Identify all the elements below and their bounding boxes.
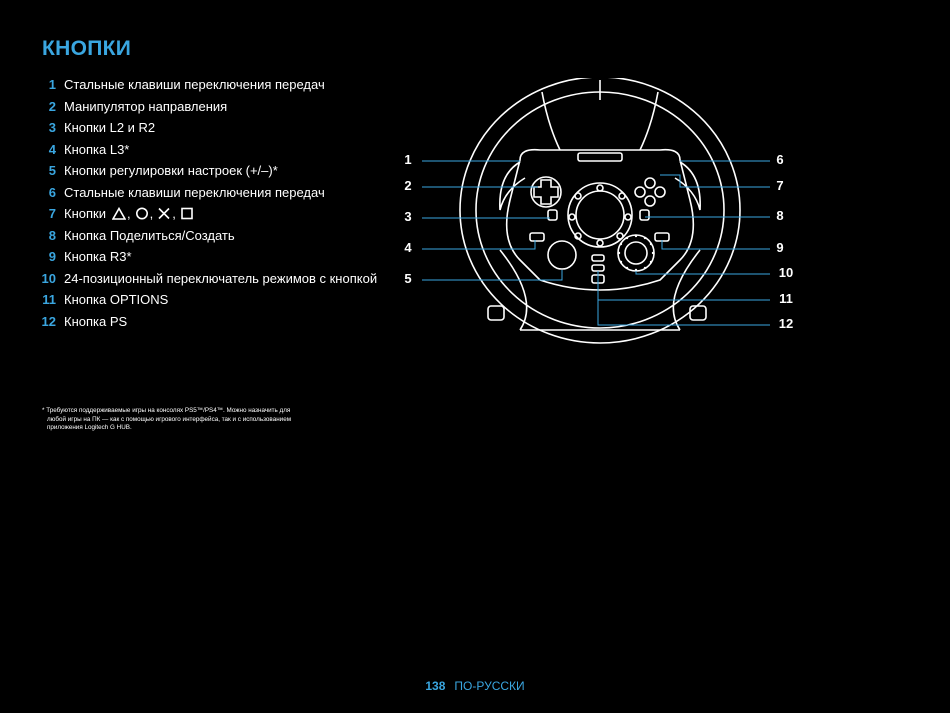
button-list (30, 74, 377, 332)
triangle-icon (112, 207, 126, 220)
footnote (42, 407, 342, 433)
list-item (30, 268, 377, 290)
callout-9: 9 (776, 240, 784, 255)
footnote-line: * Требуются поддерживаемые игры на консолях PS5™/PS4™. Можно назначить для (42, 407, 291, 414)
list-item (30, 96, 377, 118)
item-label: Кнопки L2 и R2 (64, 120, 156, 135)
list-item (30, 160, 377, 182)
item-number: 2 (48, 98, 56, 114)
page-title: КНОПКИ (42, 37, 132, 60)
item-label: Кнопки (64, 206, 106, 221)
steering-wheel-diagram (395, 78, 805, 348)
page-footer (0, 679, 950, 693)
footnote-line: приложения Logitech G HUB. (47, 424, 132, 432)
callout-5: 5 (404, 271, 412, 286)
item-number: 1 (48, 77, 56, 92)
list-item (30, 203, 377, 225)
list-item (30, 289, 377, 311)
list-item (30, 311, 377, 333)
list-item (30, 225, 377, 247)
item-label: Кнопка PS (64, 313, 128, 329)
callout-2: 2 (404, 178, 412, 193)
callout-7: 7 (776, 178, 784, 193)
page-number: 138 (425, 679, 446, 693)
item-number: 11 (42, 292, 56, 307)
list-item (30, 246, 377, 268)
item-number: 5 (48, 163, 56, 178)
item-number: 3 (48, 120, 56, 135)
cross-icon (157, 207, 171, 220)
item-number: 8 (48, 227, 56, 243)
item-label: Кнопка R3* (64, 249, 132, 264)
callout-4: 4 (404, 240, 412, 255)
footnote-line: любой игры на ПК — как с помощью игрового интерфейса, так и с использованием (47, 415, 292, 423)
callout-1: 1 (404, 152, 412, 167)
item-number: 6 (48, 184, 56, 200)
item-label: 24-позиционный переключатель режимов с кнопкой (64, 270, 378, 286)
wheel-illustration (460, 78, 740, 343)
circle-icon (135, 207, 149, 220)
footer-language: ПО-РУССКИ (454, 679, 525, 693)
callout-leader-lines (422, 161, 770, 325)
item-label: Стальные клавиши переключения передач (64, 77, 325, 92)
item-label: Кнопки регулировки настроек (+/–)* (64, 163, 278, 178)
separator: , (126, 206, 131, 221)
item-number: 4 (48, 141, 56, 157)
callout-8: 8 (776, 208, 784, 223)
list-item (30, 139, 377, 161)
callout-11: 11 (779, 291, 793, 306)
callout-3: 3 (404, 209, 412, 224)
item-number: 7 (48, 206, 56, 221)
list-item (30, 182, 377, 204)
separator: , (172, 206, 176, 221)
item-number: 12 (41, 313, 56, 329)
callout-10: 10 (778, 265, 794, 280)
item-number: 9 (48, 249, 56, 264)
item-label: Кнопка Поделиться/Создать (64, 227, 235, 243)
list-item (30, 117, 377, 139)
list-item (30, 74, 377, 96)
item-label: Кнопка L3* (64, 141, 130, 157)
item-number: 10 (41, 270, 56, 286)
item-label: Стальные клавиши переключения передач (64, 184, 325, 200)
item-label: Манипулятор направления (64, 98, 228, 114)
callout-6: 6 (776, 152, 784, 167)
square-icon (180, 207, 194, 220)
callout-12: 12 (778, 316, 794, 331)
separator: , (149, 206, 154, 221)
item-label: Кнопка OPTIONS (64, 292, 169, 307)
